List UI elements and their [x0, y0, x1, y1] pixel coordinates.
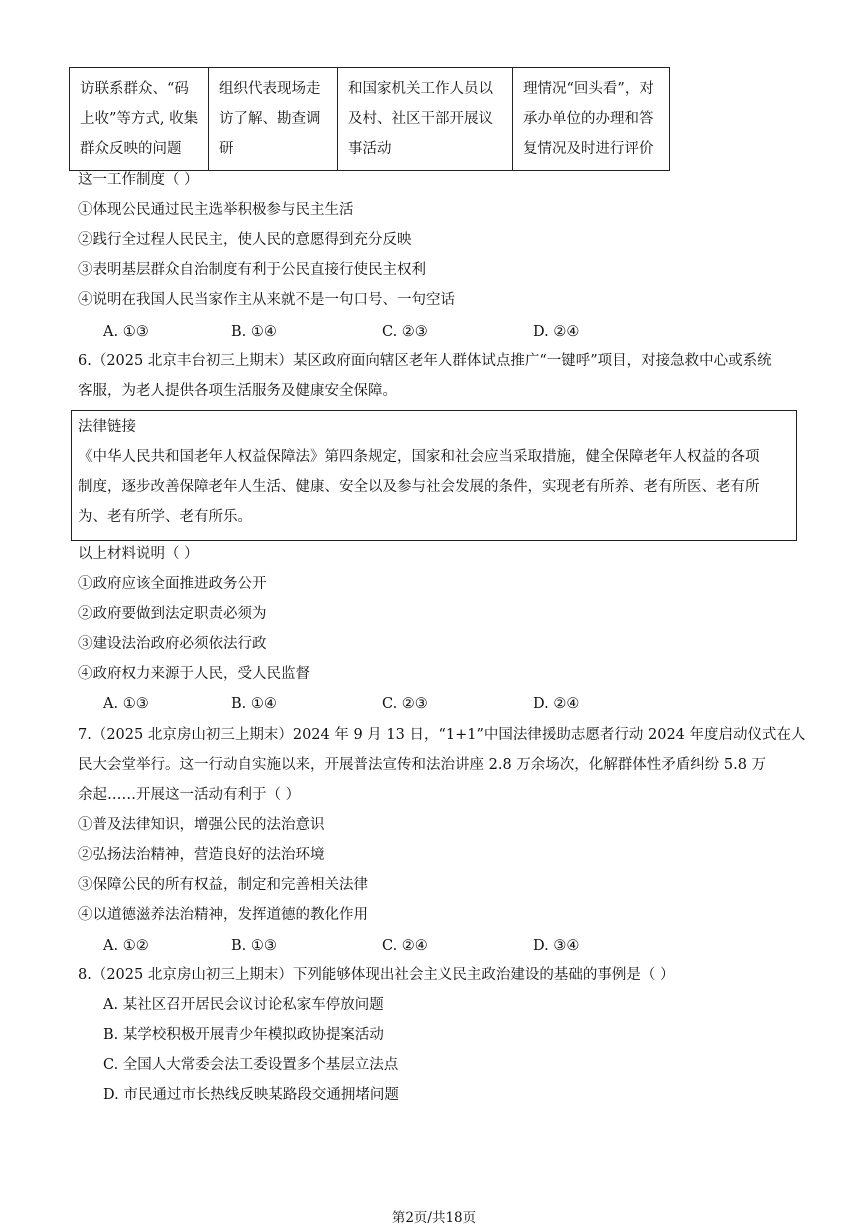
- table-cell: 组织代表现场走访了解、勘查调研: [209, 68, 338, 171]
- q6-option-a: A. ①③: [103, 696, 149, 712]
- q6-option-b: B. ①④: [231, 696, 277, 712]
- q6-stem: 6.（2025 北京丰台初三上期末）某区政府面向辖区老年人群体试点推广“一键呼”项目，对接急救中心或系统: [78, 353, 772, 369]
- q6-item: ②政府要做到法定职责必须为: [78, 606, 267, 622]
- q7-item: ③保障公民的所有权益，制定和完善相关法律: [78, 877, 368, 893]
- q6-option-d: D. ②④: [533, 696, 580, 712]
- q6-item: ③建设法治政府必须依法行政: [78, 636, 267, 652]
- q6-item: ①政府应该全面推进政务公开: [78, 576, 267, 592]
- q7-item: ②弘扬法治精神，营造良好的法治环境: [78, 847, 325, 863]
- q7-stem: 民大会堂举行。这一行动自实施以来，开展普法宣传和法治讲座 2.8 万余场次，化解群体性矛盾纠纷 5.8 万: [78, 757, 767, 773]
- table-cell: 理情况“回头看”，对承办单位的办理和答复情况及时进行评价: [513, 68, 670, 171]
- q7-option-b: B. ①③: [231, 938, 277, 954]
- q5-option-a: A. ①③: [103, 324, 149, 340]
- table-row: [70, 68, 670, 171]
- q8-stem: 8.（2025 北京房山初三上期末）下列能够体现出社会主义民主政治建设的基础的事例是（ ）: [78, 967, 675, 983]
- top-table: [69, 67, 670, 171]
- q8-option-a: A. 某社区召开居民会议讨论私家车停放问题: [103, 997, 384, 1013]
- page-footer: 第2页/共18页: [391, 1210, 477, 1226]
- q7-item: ①普及法律知识，增强公民的法治意识: [78, 817, 325, 833]
- q7-option-a: A. ①②: [103, 938, 149, 954]
- q6-question: 以上材料说明（ ）: [78, 546, 199, 562]
- q7-option-c: C. ②④: [382, 938, 428, 954]
- q6-option-c: C. ②③: [382, 696, 428, 712]
- q5-option-c: C. ②③: [382, 324, 428, 340]
- q7-stem: 7.（2025 北京房山初三上期末）2024 年 9 月 13 日，“1+1”中国法律援助志愿者行动 2024 年度启动仪式在人: [78, 727, 806, 743]
- q8-option-b: B. 某学校积极开展青少年模拟政协提案活动: [103, 1027, 384, 1043]
- q5-item: ②践行全过程人民民主，使人民的意愿得到充分反映: [78, 232, 412, 248]
- q8-option-c: C. 全国人大常委会法工委设置多个基层立法点: [103, 1057, 399, 1073]
- q5-item: ③表明基层群众自治制度有利于公民直接行使民主权利: [78, 262, 426, 278]
- q5-option-b: B. ①④: [231, 324, 277, 340]
- law-title: 法律链接: [78, 419, 136, 435]
- law-text: 制度，逐步改善保障老年人生活、健康、安全以及参与社会发展的条件，实现老有所养、老有所医、老有所: [78, 479, 760, 495]
- q7-option-d: D. ③④: [533, 938, 580, 954]
- q6-item: ④政府权力来源于人民，受人民监督: [78, 666, 310, 682]
- law-text: 《中华人民共和国老年人权益保障法》第四条规定，国家和社会应当采取措施，健全保障老年人权益的各项: [78, 449, 760, 465]
- q5-item: ④说明在我国人民当家作主从来就不是一句口号、一句空话: [78, 292, 455, 308]
- q5-option-d: D. ②④: [533, 324, 580, 340]
- q8-option-d: D. 市民通过市长热线反映某路段交通拥堵问题: [103, 1087, 399, 1103]
- law-text: 为、老有所学、老有所乐。: [78, 509, 252, 525]
- q5-stem: 这一工作制度（ ）: [78, 172, 199, 188]
- q7-item: ④以道德滋养法治精神，发挥道德的教化作用: [78, 907, 368, 923]
- q5-item: ①体现公民通过民主选举积极参与民主生活: [78, 202, 354, 218]
- table-cell: 访联系群众、“码上收”等方式, 收集群众反映的问题: [70, 68, 209, 171]
- table-cell: 和国家机关工作人员以及村、社区干部开展议事活动: [338, 68, 513, 171]
- q6-stem: 客服，为老人提供各项生活服务及健康安全保障。: [78, 383, 397, 399]
- q7-stem: 余起……开展这一活动有利于（ ）: [78, 787, 301, 803]
